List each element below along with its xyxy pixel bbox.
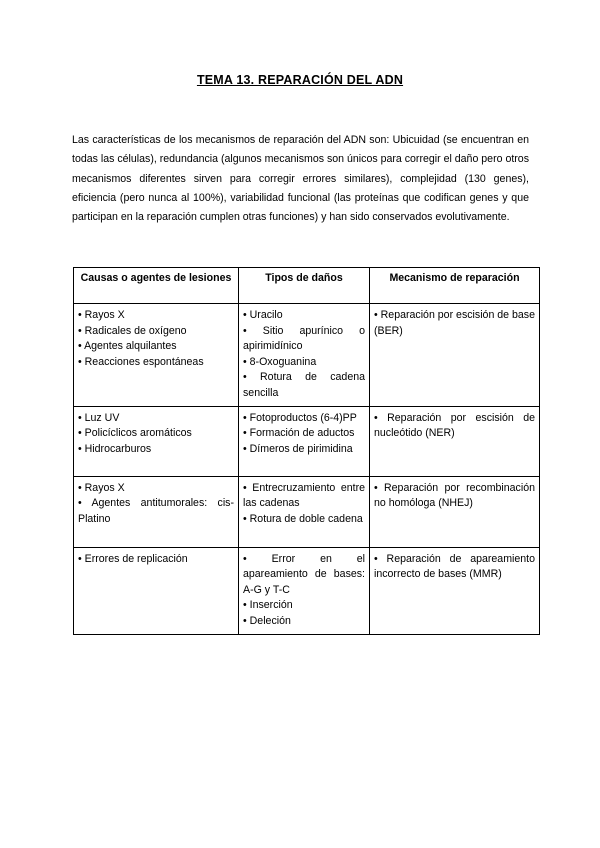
table-row (74, 304, 540, 407)
page-title: TEMA 13. REPARACIÓN DEL ADN (196, 73, 404, 87)
list-item: • Error en el apareamiento de bases: A-G y T-C (243, 552, 365, 596)
damages-cell (239, 476, 370, 547)
mechanism-cell (370, 406, 540, 476)
intro-paragraph: Las características de los mecanismos de reparación del ADN son: Ubicuidad (se encuentran en todas las células), redundancia (algunos mecanismos son únicos para corregir el daño pero otros mecanismos diferentes sirven para corregir errores similares), complejidad (130 genes), eficiencia (pero nunca al 100%), variabilidad funcional (las proteínas que codifican genes y que participan en la reparación cumplen otras funciones) y han sido conservados evolutivamente. (72, 134, 529, 224)
causes-cell (74, 304, 239, 407)
list-item: • Reparación por recombinación no homóloga (NHEJ) (374, 481, 535, 510)
table-row (74, 547, 540, 634)
list-item: • Uracilo (243, 309, 283, 321)
list-item: • Dímeros de pirimidina (243, 442, 353, 455)
damages-cell (239, 406, 370, 476)
mechanism-cell (370, 304, 540, 407)
causes-cell (74, 406, 239, 476)
list-item: • Agentes antitumorales: cis-Platino (78, 497, 234, 525)
list-item: • Formación de aductos (243, 427, 355, 440)
header-causes: Causas o agentes de lesiones (74, 268, 239, 304)
damages-cell (239, 547, 370, 634)
mechanism-cell (370, 547, 540, 634)
damages-cell (239, 304, 370, 407)
table-row (74, 476, 540, 547)
list-item: • Inserción (243, 599, 293, 612)
list-item: • Luz UV (78, 411, 120, 424)
header-damages: Tipos de daños (239, 268, 370, 304)
list-item: • Reacciones espontáneas (78, 355, 204, 368)
mechanism-cell (370, 476, 540, 547)
list-item: • Rayos X (78, 481, 125, 494)
table-header-row (74, 268, 540, 304)
list-item: • 8-Oxoguanina (243, 355, 317, 368)
header-mechanism: Mecanismo de reparación (370, 268, 540, 304)
list-item: • Deleción (243, 614, 291, 627)
list-item: • Radicales de oxígeno (78, 324, 187, 337)
list-item: • Fotoproductos (6-4)PP (243, 411, 357, 424)
list-item: • Sitio apurínico o apirimidínico (243, 324, 365, 353)
list-item: • Entrecruzamiento entre las cadenas (243, 481, 365, 510)
list-item: • Hidrocarburos (78, 442, 152, 455)
table-row (74, 406, 540, 476)
list-item: • Agentes alquilantes (78, 340, 177, 353)
repair-table (73, 267, 540, 635)
list-item: • Rotura de doble cadena (243, 512, 363, 525)
list-item: • Errores de replicación (78, 552, 188, 565)
list-item: • Reparación por escisión de base (BER) (374, 309, 535, 337)
list-item: • Policíclicos aromáticos (78, 427, 192, 440)
list-item: • Reparación por escisión de nucleótido (NER) (374, 411, 535, 440)
list-item: • Reparación de apareamiento incorrecto de bases (MMR) (374, 552, 535, 581)
causes-cell (74, 476, 239, 547)
list-item: • Rayos X (78, 309, 125, 321)
causes-cell (74, 547, 239, 634)
list-item: • Rotura de cadena sencilla (243, 371, 365, 399)
